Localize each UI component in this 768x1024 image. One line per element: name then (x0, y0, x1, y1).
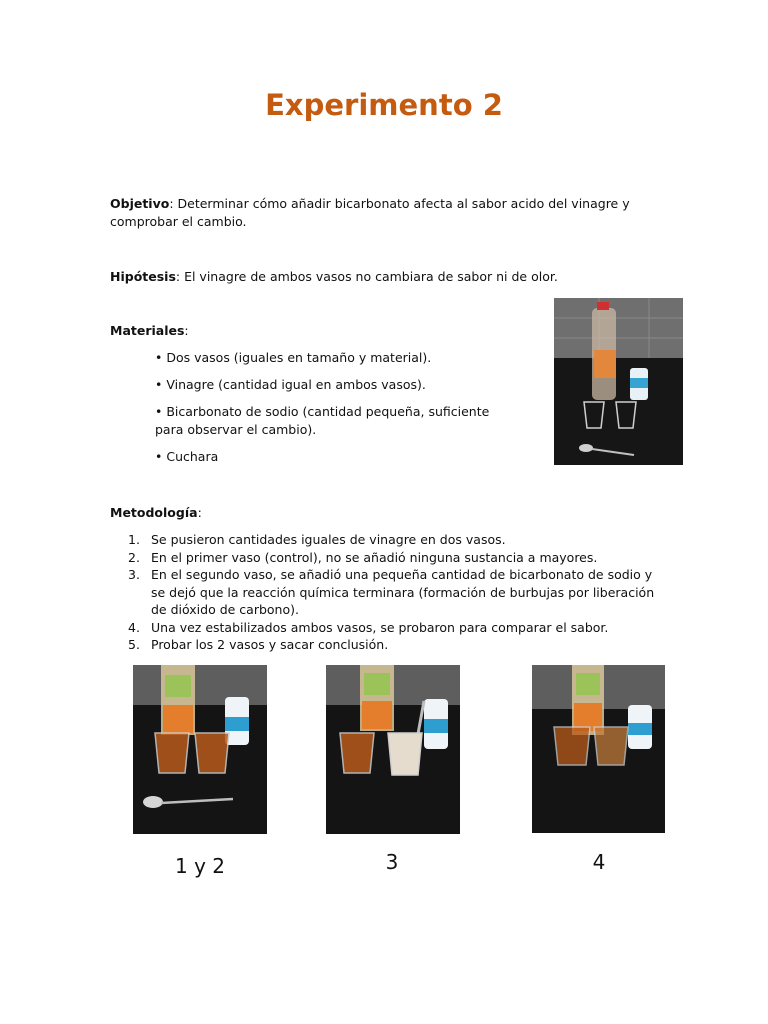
metodologia-colon: : (197, 505, 202, 520)
list-item (110, 531, 655, 549)
list-item: • Dos vasos (iguales en tamaño y material). (155, 350, 432, 365)
materiales-label: Materiales (110, 323, 185, 338)
list-item (110, 636, 655, 654)
experiment-photo-4 (532, 665, 665, 833)
hipotesis-paragraph (110, 268, 655, 286)
objetivo-label: Objetivo (110, 196, 170, 211)
caption-1-y-2: 1 y 2 (175, 854, 225, 878)
objetivo-paragraph (110, 195, 655, 230)
materiales-list (155, 349, 500, 475)
materiales-colon: : (184, 323, 189, 338)
experiment-photo-1 (133, 665, 267, 834)
step-text: En el segundo vaso, se añadió una pequeña cantidad de bicarbonato de sodio y se dejó que la reacción química terminara (formación de burbujas por liberación de dióxido de carbono). (151, 567, 655, 617)
materials-photo (554, 298, 683, 465)
list-item (110, 549, 655, 567)
hipotesis-text: : El vinagre de ambos vasos no cambiara de sabor ni de olor. (175, 269, 558, 284)
step-number: 4. (128, 619, 140, 635)
experiment-photo-3 (326, 665, 460, 834)
step-text: Una vez estabilizados ambos vasos, se probaron para comparar el sabor. (151, 619, 609, 635)
page-title: Experimento 2 (265, 88, 503, 122)
list-item: • Bicarbonato de sodio (cantidad pequeña, suficiente para observar el cambio). (155, 404, 490, 437)
step-text: En el primer vaso (control), no se añadió ninguna sustancia a mayores. (151, 549, 598, 565)
list-item: • Cuchara (155, 449, 219, 464)
hipotesis-label: Hipótesis (110, 269, 176, 284)
step-number: 1. (128, 532, 140, 547)
objetivo-text: : Determinar cómo añadir bicarbonato afecta al sabor acido del vinagre y comprobar el cambio. (110, 196, 630, 229)
list-item (110, 566, 655, 619)
step-text: Probar los 2 vasos y sacar conclusión. (151, 637, 389, 652)
step-number: 5. (128, 637, 140, 652)
metodologia-label: Metodología (110, 505, 198, 520)
step-text: Se pusieron cantidades iguales de vinagre en dos vasos. (151, 532, 506, 547)
list-item (110, 619, 655, 637)
metodologia-heading (110, 504, 655, 522)
step-number: 2. (128, 549, 140, 565)
step-number: 3. (128, 567, 140, 582)
caption-4: 4 (592, 850, 606, 874)
caption-3: 3 (385, 850, 399, 874)
list-item: • Vinagre (cantidad igual en ambos vasos). (155, 377, 426, 392)
metodologia-steps (110, 531, 655, 654)
